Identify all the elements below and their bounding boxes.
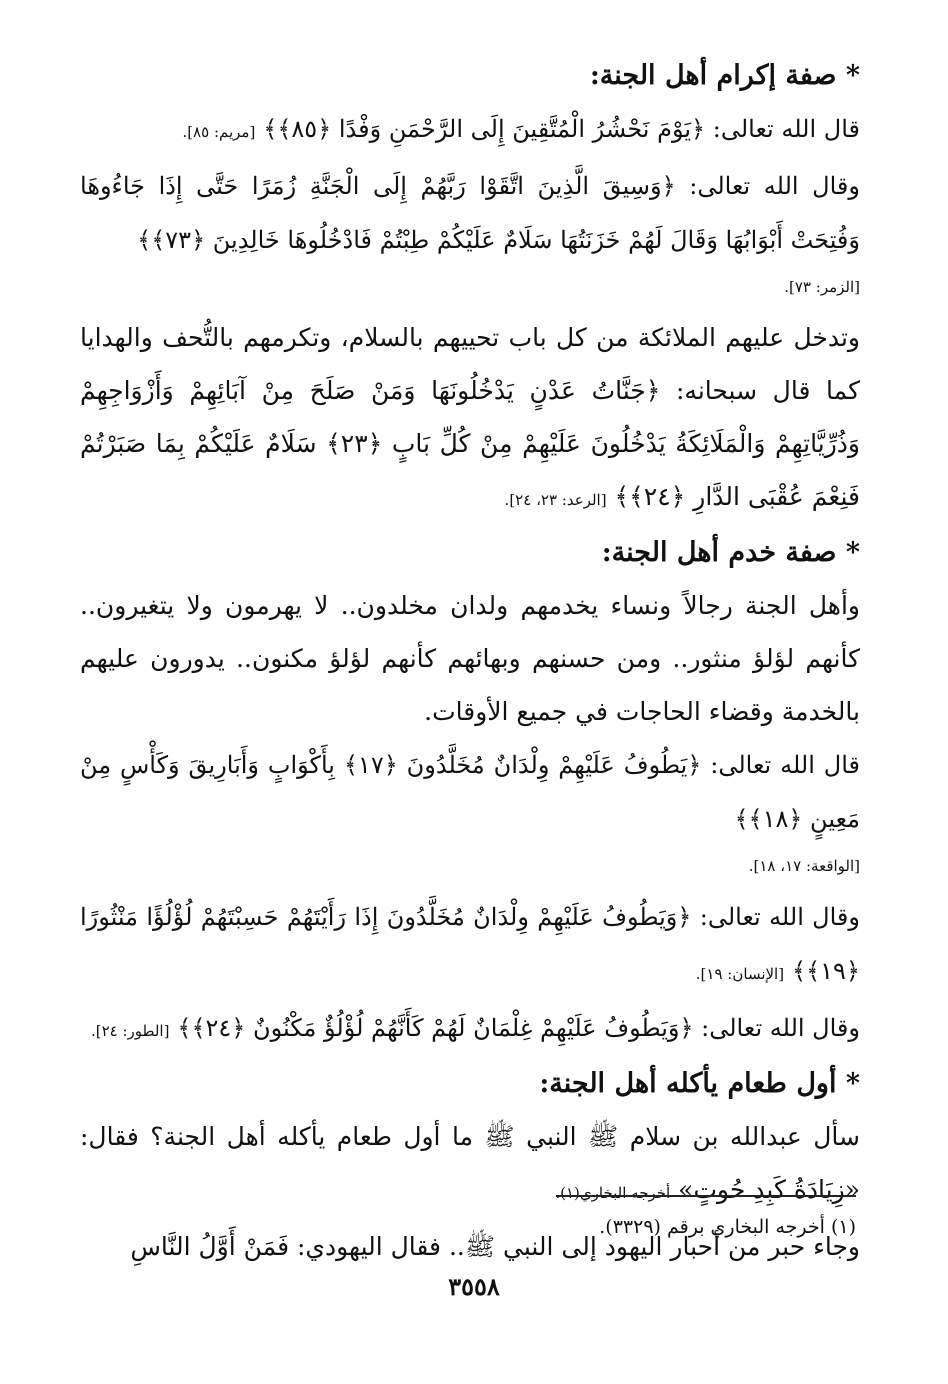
footnote-divider (556, 1195, 856, 1197)
verse-reference: [مريم: ٨٥]. (182, 123, 256, 141)
section-servants (80, 531, 860, 1058)
section-honoring (80, 54, 860, 527)
paragraph-text: سأل عبدالله بن سلام ﷺ النبي ﷺ ما أول طعام يأكله أهل الجنة؟ فقال: «زِيَادَةُ كَبِدِ حُوتٍ» (80, 1122, 860, 1204)
body-paragraph (80, 1110, 860, 1220)
paragraph-text: وأهل الجنة رجالاً ونساء يخدمهم ولدان مخلدون.. لا يهرمون ولا يتغيرون.. كأنهم لؤلؤ منثور.. ومن حسنهم وبهائهم كأنهم لؤلؤ مكنون.. يدورون عليهم بالخدمة وقضاء الحاجات في جميع الأوقات. (80, 591, 860, 726)
verse-text: وقال الله تعالى: ﴿وَسِيقَ الَّذِينَ اتَّقَوْا رَبَّهُمْ إِلَى الْجَنَّةِ زُمَرًا حَتَّى إِذَا جَاءُوهَا وَفُتِحَتْ أَبْوَابُهَا وَقَالَ لَهُمْ خَزَنَتُهَا سَلَامٌ عَلَيْكُمْ طِبْتُمْ فَادْخُلُوهَا خَالِدِينَ ﴿٧٣﴾﴾ (80, 172, 860, 254)
body-paragraph (80, 311, 860, 527)
verse-reference: [الرعد: ٢٣، ٢٤]. (504, 491, 607, 509)
section-heading: * صفة إكرام أهل الجنة: (589, 60, 860, 91)
verse-text: وقال الله تعالى: ﴿وَيَطُوفُ عَلَيْهِمْ غِلْمَانٌ لَهُمْ كَأَنَّهُمْ لُؤْلُؤٌ مَكْنُونٌ ﴿٢٤﴾﴾ (177, 1014, 860, 1042)
verse-reference: [الواقعة: ١٧، ١٨]. (748, 857, 860, 875)
hadith-reference: أخرجه البخاري(١). (555, 1184, 671, 1202)
verse-paragraph (80, 1001, 860, 1058)
verse-paragraph (80, 738, 860, 846)
section-heading: * صفة خدم أهل الجنة: (601, 537, 860, 568)
verse-paragraph (80, 102, 860, 159)
verse-text: وقال الله تعالى: ﴿وَيَطُوفُ عَلَيْهِمْ وِلْدَانٌ مُخَلَّدُونَ إِذَا رَأَيْتَهُمْ حَسِبْتَهُمْ لُؤْلُؤًا مَنْثُورًا ﴿١٩﴾﴾ (80, 903, 860, 985)
paragraph-text: وجاء حبر من أحبار اليهود إلى النبي ﷺ.. فقال اليهودي: فَمَنْ أَوَّلُ النَّاسِ (130, 1232, 860, 1261)
page-number: ٣٥٥٨ (448, 1272, 500, 1301)
verse-reference: [الزمر: ٧٣]. (784, 278, 860, 296)
verse-text: قال الله تعالى: ﴿يَوْمَ نَحْشُرُ الْمُتَّقِينَ إِلَى الرَّحْمَنِ وَفْدًا ﴿٨٥﴾﴾ (263, 115, 860, 143)
verse-text: قال الله تعالى: ﴿يَطُوفُ عَلَيْهِمْ وِلْدَانٌ مُخَلَّدُونَ ﴿١٧﴾ بِأَكْوَابٍ وَأَبَارِيقَ وَكَأْسٍ مِنْ مَعِينٍ ﴿١٨﴾﴾ (80, 751, 860, 833)
section-heading: * أول طعام يأكله أهل الجنة: (539, 1068, 860, 1099)
verse-reference: [الطور: ٢٤]. (90, 1022, 170, 1040)
verse-reference: [الإنسان: ١٩]. (695, 965, 785, 983)
verse-paragraph (80, 159, 860, 267)
verse-paragraph (80, 890, 860, 1001)
page-body (80, 50, 860, 1273)
footnote: (١) أخرجه البخاري برقم (٣٣٢٩). (599, 1216, 856, 1238)
body-paragraph (80, 579, 860, 738)
paragraph-text: وتدخل عليهم الملائكة من كل باب تحييهم بالسلام، وتكرمهم بالتُّحف والهدايا كما قال سبحانه: ﴿جَنَّاتُ عَدْنٍ يَدْخُلُونَهَا وَمَنْ صَلَحَ مِنْ آبَائِهِمْ وَأَزْوَاجِهِمْ وَذُرِّيَّاتِهِمْ وَالْمَلَائِكَةُ يَدْخُلُونَ عَلَيْهِمْ مِنْ كُلِّ بَابٍ ﴿٢٣﴾ سَلَامٌ عَلَيْكُمْ بِمَا صَبَرْتُمْ فَنِعْمَ عُقْبَى الدَّارِ ﴿٢٤﴾﴾ (80, 323, 860, 511)
